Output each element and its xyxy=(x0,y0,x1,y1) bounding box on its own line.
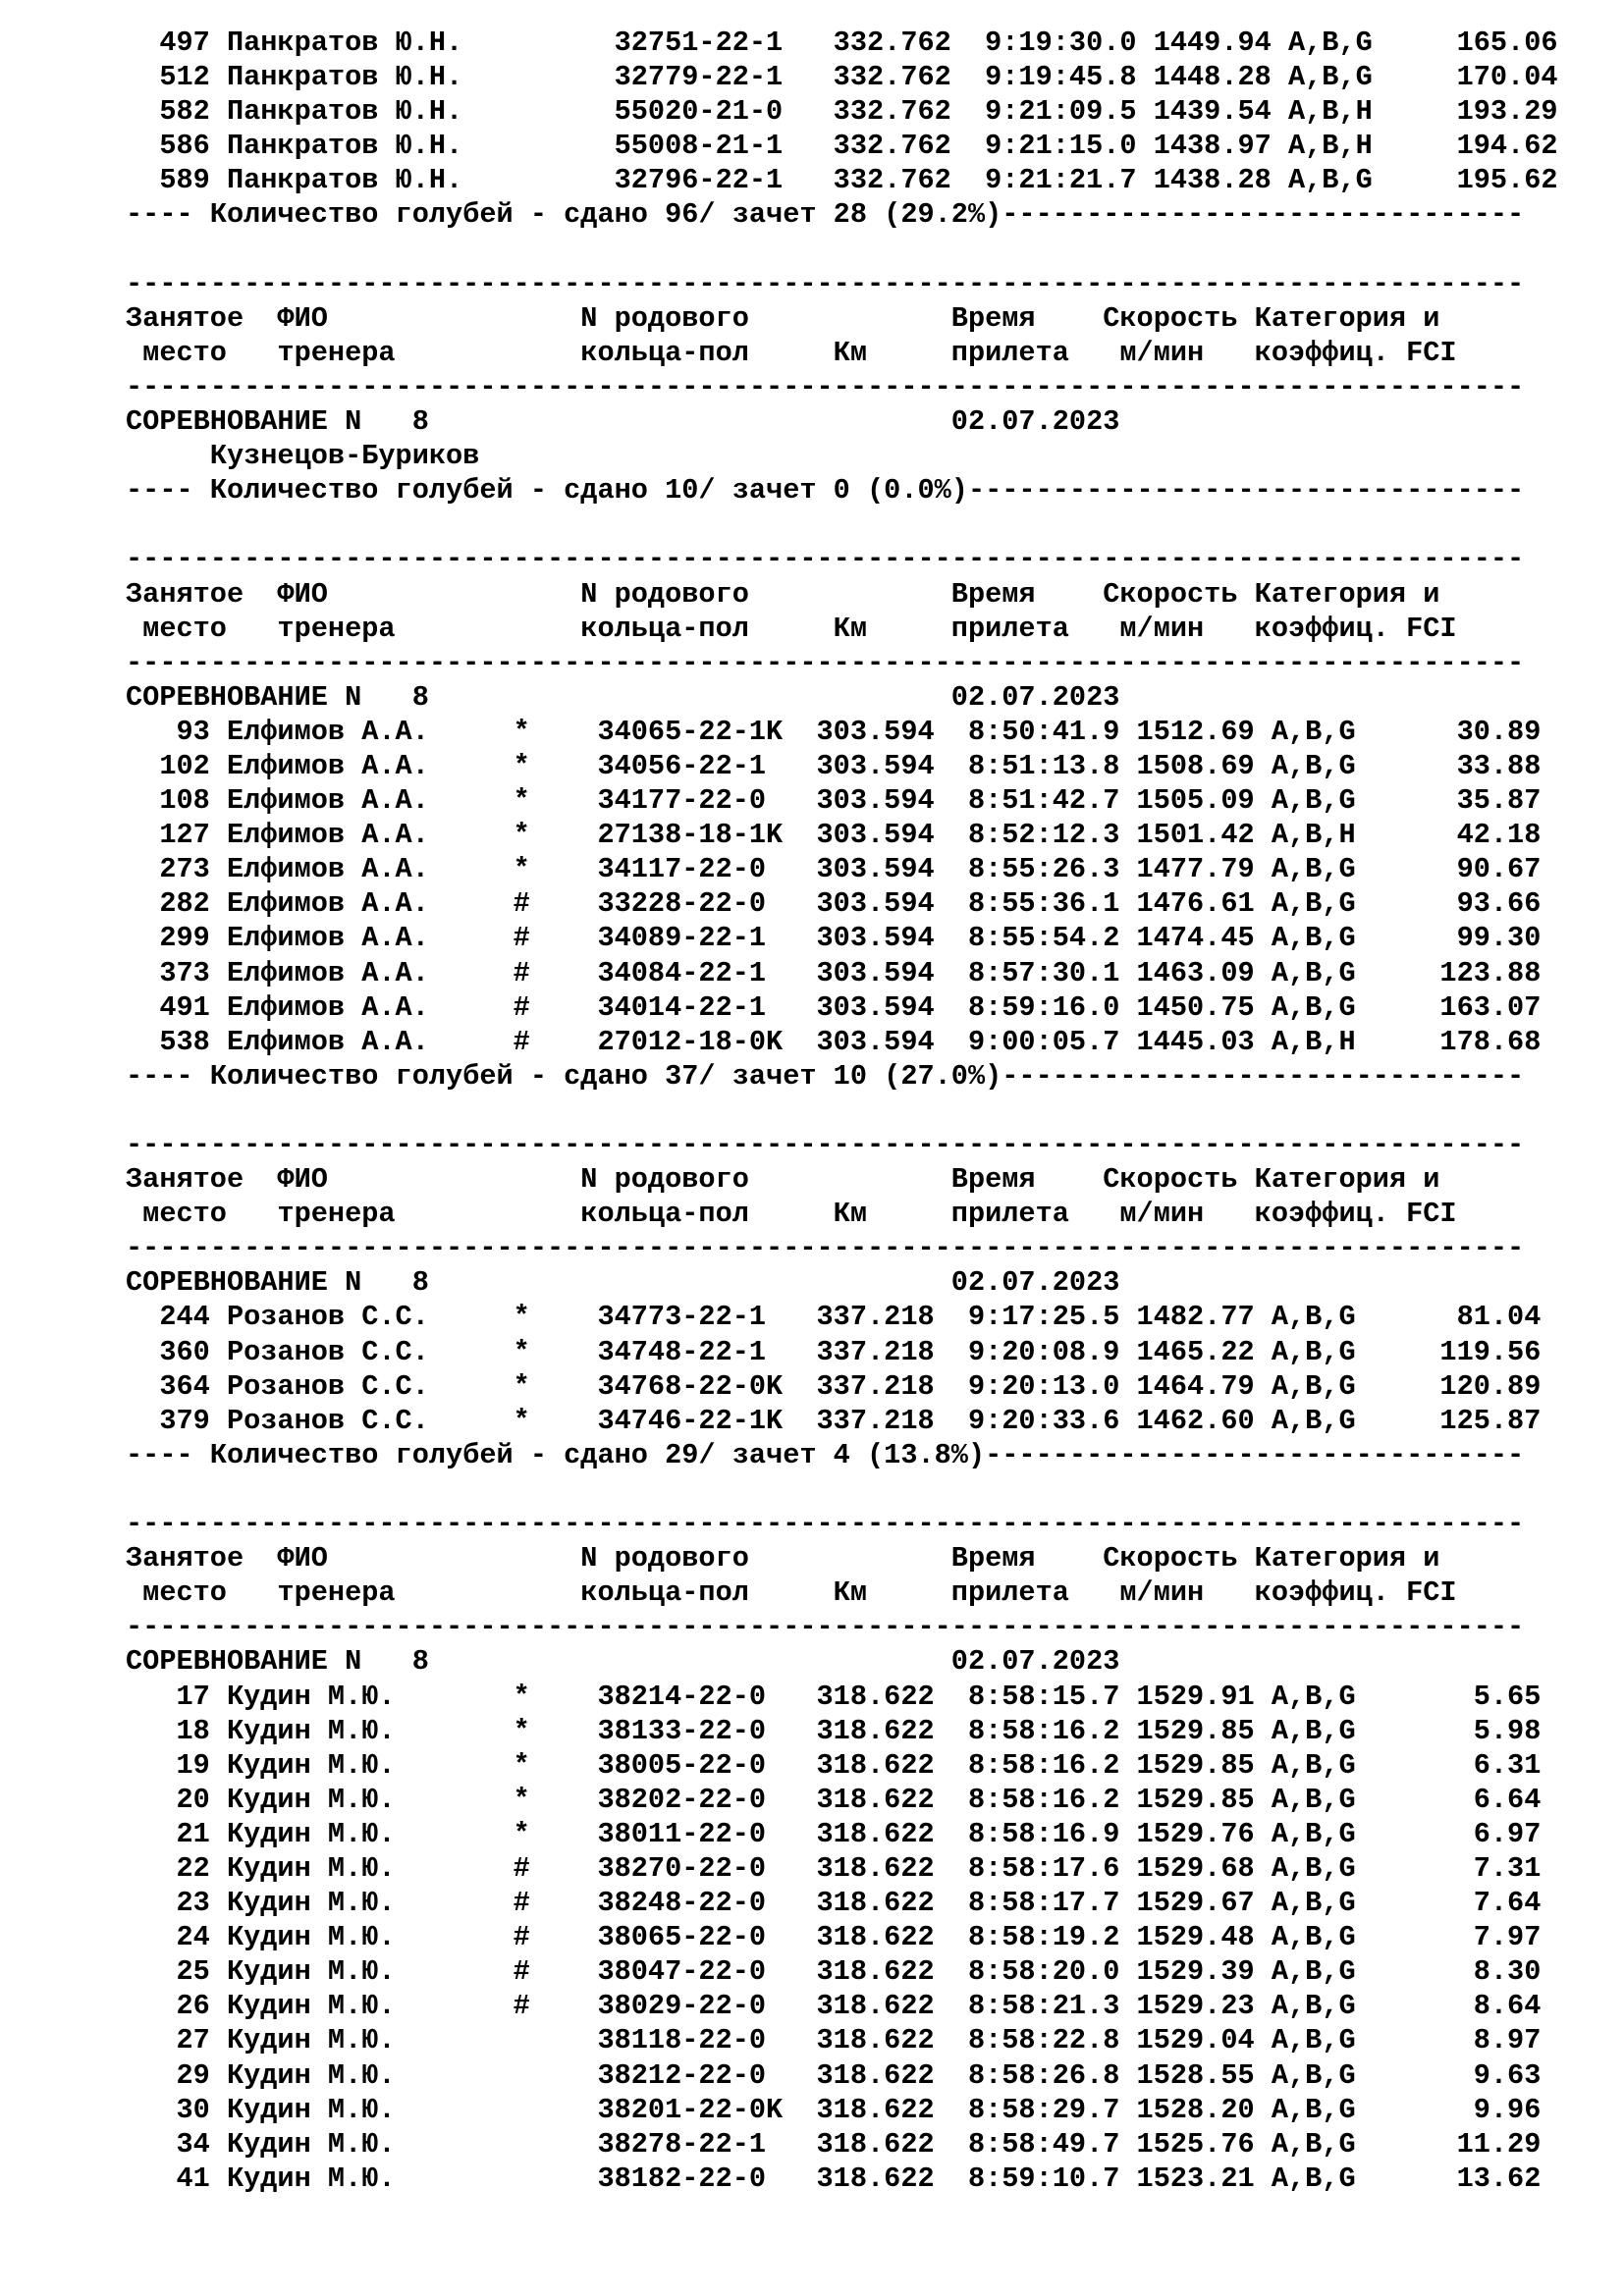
result-row: 379 Розанов С.С. * 34746-22-1K 337.218 9:20:33.6 1462.60 A,B,G 125.87 xyxy=(126,1404,1542,1437)
result-row: 27 Кудин М.Ю. 38118-22-0 318.622 8:58:22.8 1529.04 A,B,G 8.97 xyxy=(126,2024,1542,2057)
result-row: 512 Панкратов Ю.Н. 32779-22-1 332.762 9:19:45.8 1448.28 A,B,G 170.04 xyxy=(126,61,1558,94)
team-name-line: Кузнецов-Буриков xyxy=(126,440,480,473)
separator-line: ----------------------------------------------------------------------------------- xyxy=(126,1232,1525,1265)
result-row: 108 Елфимов А.А. * 34177-22-0 303.594 8:51:42.7 1505.09 A,B,G 35.87 xyxy=(126,784,1542,818)
result-row: 22 Кудин М.Ю. # 38270-22-0 318.622 8:58:17.6 1529.68 A,B,G 7.31 xyxy=(126,1851,1542,1885)
result-row: 29 Кудин М.Ю. 38212-22-0 318.622 8:58:26.8 1528.55 A,B,G 9.63 xyxy=(126,2058,1542,2092)
result-row: 34 Кудин М.Ю. 38278-22-1 318.622 8:58:49.7 1525.76 A,B,G 11.29 xyxy=(126,2127,1542,2161)
competition-header-line: СОРЕВНОВАНИЕ N 8 02.07.2023 xyxy=(126,1266,1120,1300)
separator-line: ----------------------------------------------------------------------------------- xyxy=(126,543,1525,576)
result-row: 364 Розанов С.С. * 34768-22-0K 337.218 9:20:13.0 1464.79 A,B,G 120.89 xyxy=(126,1369,1542,1403)
competition-header-line: СОРЕВНОВАНИЕ N 8 02.07.2023 xyxy=(126,405,1120,439)
blank-line xyxy=(126,233,1558,267)
result-row: 538 Елфимов А.А. # 27012-18-0K 303.594 9:00:05.7 1445.03 A,B,H 178.68 xyxy=(126,1025,1542,1058)
column-header-line: Занятое ФИО N родового Время Скорость Категория и xyxy=(126,301,1440,335)
result-row: 127 Елфимов А.А. * 27138-18-1K 303.594 8:52:12.3 1501.42 A,B,H 42.18 xyxy=(126,819,1542,852)
competition-header-line: СОРЕВНОВАНИЕ N 8 02.07.2023 xyxy=(126,680,1120,714)
result-row: 491 Елфимов А.А. # 34014-22-1 303.594 8:59:16.0 1450.75 A,B,G 163.07 xyxy=(126,990,1542,1024)
result-row: 26 Кудин М.Ю. # 38029-22-0 318.622 8:58:21.3 1529.23 A,B,G 8.64 xyxy=(126,1990,1542,2023)
separator-line: ----------------------------------------------------------------------------------- xyxy=(126,267,1525,300)
result-row: 20 Кудин М.Ю. * 38202-22-0 318.622 8:58:16.2 1529.85 A,B,G 6.64 xyxy=(126,1783,1542,1816)
results-printout xyxy=(126,26,1558,2196)
result-row: 41 Кудин М.Ю. 38182-22-0 318.622 8:59:10.7 1523.21 A,B,G 13.62 xyxy=(126,2162,1542,2195)
result-row: 23 Кудин М.Ю. # 38248-22-0 318.622 8:58:17.7 1529.67 A,B,G 7.64 xyxy=(126,1887,1542,1920)
result-row: 30 Кудин М.Ю. 38201-22-0K 318.622 8:58:29.7 1528.20 A,B,G 9.96 xyxy=(126,2093,1542,2126)
separator-line: ----------------------------------------------------------------------------------- xyxy=(126,370,1525,403)
result-row: 282 Елфимов А.А. # 33228-22-0 303.594 8:55:36.1 1476.61 A,B,G 93.66 xyxy=(126,887,1542,921)
column-header-line: место тренера кольца-пол Км прилета м/мин коэффиц. FCI xyxy=(126,336,1457,369)
separator-line: ----------------------------------------------------------------------------------- xyxy=(126,646,1525,679)
result-row: 102 Елфимов А.А. * 34056-22-1 303.594 8:51:13.8 1508.69 A,B,G 33.88 xyxy=(126,749,1542,782)
summary-line: ---- Количество голубей - сдано 29/ зачет 4 (13.8%)-------------------------------- xyxy=(126,1438,1525,1471)
result-row: 244 Розанов С.С. * 34773-22-1 337.218 9:17:25.5 1482.77 A,B,G 81.04 xyxy=(126,1301,1542,1334)
separator-line: ----------------------------------------------------------------------------------- xyxy=(126,1611,1525,1644)
column-header-line: Занятое ФИО N родового Время Скорость Категория и xyxy=(126,577,1440,611)
result-row: 299 Елфимов А.А. # 34089-22-1 303.594 8:55:54.2 1474.45 A,B,G 99.30 xyxy=(126,922,1542,955)
blank-line xyxy=(126,1472,1558,1507)
competition-header-line: СОРЕВНОВАНИЕ N 8 02.07.2023 xyxy=(126,1645,1120,1679)
result-row: 25 Кудин М.Ю. # 38047-22-0 318.622 8:58:20.0 1529.39 A,B,G 8.30 xyxy=(126,1955,1542,1989)
result-row: 273 Елфимов А.А. * 34117-22-0 303.594 8:55:26.3 1477.79 A,B,G 90.67 xyxy=(126,853,1542,886)
result-row: 586 Панкратов Ю.Н. 55008-21-1 332.762 9:21:15.0 1438.97 A,B,H 194.62 xyxy=(126,130,1558,163)
separator-line: ----------------------------------------------------------------------------------- xyxy=(126,1129,1525,1161)
result-row: 21 Кудин М.Ю. * 38011-22-0 318.622 8:58:16.9 1529.76 A,B,G 6.97 xyxy=(126,1817,1542,1850)
result-row: 93 Елфимов А.А. * 34065-22-1K 303.594 8:50:41.9 1512.69 A,B,G 30.89 xyxy=(126,715,1542,748)
separator-line: ----------------------------------------------------------------------------------- xyxy=(126,1508,1525,1541)
result-row: 360 Розанов С.С. * 34748-22-1 337.218 9:20:08.9 1465.22 A,B,G 119.56 xyxy=(126,1335,1542,1368)
blank-line xyxy=(126,507,1558,542)
result-row: 19 Кудин М.Ю. * 38005-22-0 318.622 8:58:16.2 1529.85 A,B,G 6.31 xyxy=(126,1748,1542,1782)
summary-line: ---- Количество голубей - сдано 10/ зачет 0 (0.0%)--------------------------------- xyxy=(126,474,1525,507)
column-header-line: место тренера кольца-пол Км прилета м/мин коэффиц. FCI xyxy=(126,1576,1457,1610)
summary-line: ---- Количество голубей - сдано 96/ зачет 28 (29.2%)------------------------------- xyxy=(126,198,1525,232)
column-header-line: Занятое ФИО N родового Время Скорость Категория и xyxy=(126,1163,1440,1197)
result-row: 24 Кудин М.Ю. # 38065-22-0 318.622 8:58:19.2 1529.48 A,B,G 7.97 xyxy=(126,1921,1542,1954)
column-header-line: место тренера кольца-пол Км прилета м/мин коэффиц. FCI xyxy=(126,1198,1457,1231)
result-row: 18 Кудин М.Ю. * 38133-22-0 318.622 8:58:16.2 1529.85 A,B,G 5.98 xyxy=(126,1714,1542,1747)
summary-line: ---- Количество голубей - сдано 37/ зачет 10 (27.0%)------------------------------- xyxy=(126,1059,1525,1093)
result-row: 17 Кудин М.Ю. * 38214-22-0 318.622 8:58:15.7 1529.91 A,B,G 5.65 xyxy=(126,1680,1542,1713)
blank-line xyxy=(126,1094,1558,1128)
column-header-line: Занятое ФИО N родового Время Скорость Категория и xyxy=(126,1542,1440,1575)
result-row: 582 Панкратов Ю.Н. 55020-21-0 332.762 9:21:09.5 1439.54 A,B,H 193.29 xyxy=(126,95,1558,129)
result-row: 589 Панкратов Ю.Н. 32796-22-1 332.762 9:21:21.7 1438.28 A,B,G 195.62 xyxy=(126,164,1558,197)
column-header-line: место тренера кольца-пол Км прилета м/мин коэффиц. FCI xyxy=(126,612,1457,645)
result-row: 497 Панкратов Ю.Н. 32751-22-1 332.762 9:19:30.0 1449.94 A,B,G 165.06 xyxy=(126,27,1558,59)
result-row: 373 Елфимов А.А. # 34084-22-1 303.594 8:57:30.1 1463.09 A,B,G 123.88 xyxy=(126,956,1542,989)
